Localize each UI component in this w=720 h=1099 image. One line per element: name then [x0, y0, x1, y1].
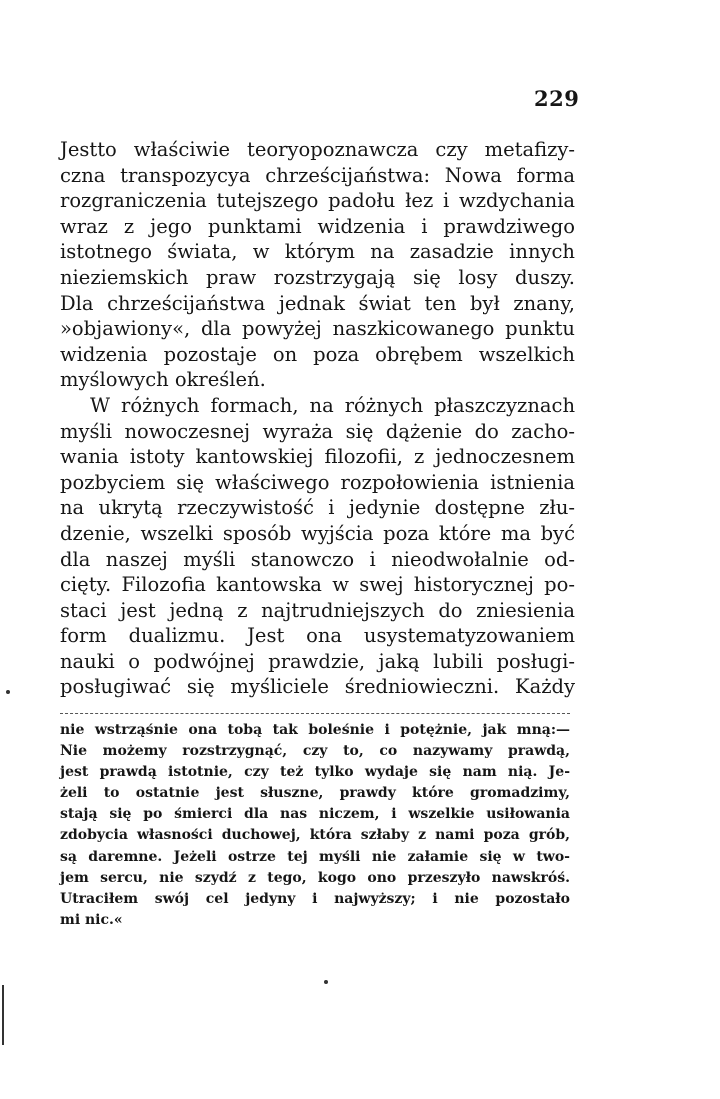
text-line: na ukrytą rzeczywistość i jedynie dostępne złu- [60, 496, 575, 520]
page-number: 229 [534, 86, 580, 111]
text-line: istotnego świata, w którym na zasadzie innych [60, 240, 575, 264]
text-line: myśli nowoczesnej wyraża się dążenie do zacho- [60, 419, 575, 443]
text-line: Dla chrześcijaństwa jednak świat ten był znany, [60, 291, 575, 315]
footnote-line: jem sercu, nie szydź z tego, kogo ono przeszyło nawskróś. [60, 869, 570, 886]
footnote-line: mi nic.« [60, 911, 123, 928]
text-line: wania istoty kantowskiej filozofii, z jednoczesnem [60, 445, 575, 469]
text-line: pozbyciem się właściwego rozpołowienia istnienia [60, 470, 575, 494]
text-line: Jestto właściwie teoryopoznawcza czy metafizy- [60, 138, 575, 161]
text-line: W różnych formach, na różnych płaszczyznach [90, 393, 575, 417]
text-line: widzenia pozostaje on poza obrębem wszelkich [60, 342, 575, 366]
footnote-line: Utraciłem swój cel jedyny i najwyższy; i nie pozostało [60, 890, 570, 907]
text-line: »objawiony«, dla powyżej naszkicowanego punktu [60, 317, 575, 341]
text-line: posługiwać się myśliciele średniowieczni. Każdy [60, 675, 575, 699]
footnote-line: Nie możemy rozstrzygnąć, czy to, co nazywamy prawdą, [60, 743, 570, 760]
text-line: nauki o podwójnej prawdzie, jaką lubili posługi- [60, 649, 575, 673]
footnote-line: stają się po śmierci dla nas niczem, i wszelkie usiłowania [60, 806, 570, 823]
text-line: cięty. Filozofia kantowska w swej historycznej po- [60, 573, 575, 597]
text-line: dla naszej myśli stanowczo i nieodwołalnie od- [60, 547, 575, 571]
footnote-line: nie wstrząśnie ona tobą tak boleśnie i potężnie, jak mną:— [60, 722, 570, 738]
footnote-line: żeli to ostatnie jest słuszne, prawdy które gromadzimy, [60, 785, 570, 802]
text-line: myślowych określeń. [60, 368, 266, 392]
footnote-line: jest prawdą istotnie, czy też tylko wydaje się nam nią. Je- [60, 764, 570, 781]
margin-mark [6, 690, 10, 694]
main-text [60, 137, 575, 700]
text-line: form dualizmu. Jest ona usystematyzowaniem [60, 624, 575, 648]
footnote-line: zdobycia własności duchowej, która szłaby z nami poza grób, [60, 827, 570, 844]
footnote-line: są daremne. Jeżeli ostrze tej myśli nie załamie się w two- [60, 848, 570, 865]
footnote [60, 720, 570, 931]
text-line: czna transpozycya chrześcijaństwa: Nowa forma [60, 163, 575, 187]
text-line: dzenie, wszelki sposób wyjścia poza które ma być [60, 521, 575, 545]
text-line: nieziemskich praw rozstrzygają się losy duszy. [60, 265, 575, 289]
margin-bar [2, 985, 4, 1045]
footnote-separator [60, 713, 570, 714]
text-line: staci jest jedną z najtrudniejszych do zniesienia [60, 598, 575, 622]
text-line: rozgraniczenia tutejszego padołu łez i wzdychania [60, 189, 575, 213]
page-dot [324, 980, 328, 984]
text-line: wraz z jego punktami widzenia i prawdziwego [60, 214, 575, 238]
